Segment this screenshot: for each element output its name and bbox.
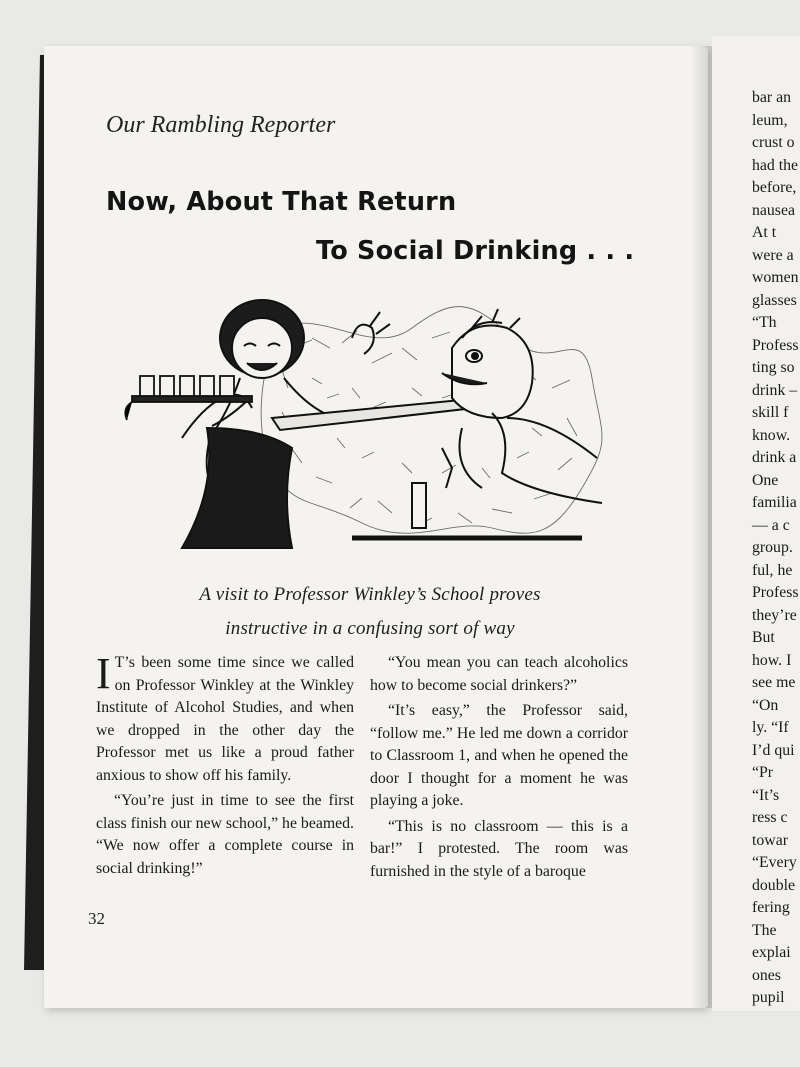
facing-page-line: “Every [752, 854, 797, 871]
facing-page-line: leum, [752, 111, 788, 129]
facing-page-line: “Th [752, 314, 777, 331]
facing-page-line: nausea [752, 201, 795, 219]
headline-line-1: Now, About That Return [106, 187, 457, 217]
facing-page-line: how. I [752, 651, 792, 669]
facing-page-line: see me [752, 674, 796, 691]
bar-counter [272, 398, 582, 538]
body-paragraph: “You’re just in time to see the first class finish our new school,” he beamed. “We now offer a complete course in social drinking!” [96, 792, 354, 877]
facing-page-line: before, [752, 179, 797, 196]
facing-page-line: “On [752, 696, 779, 714]
facing-page-line: ones [752, 966, 781, 984]
article-kicker: Our Rambling Reporter [106, 112, 336, 138]
facing-page-line: “It’s [752, 786, 780, 804]
body-paragraph: “You mean you can teach alcoholics how to become social drinkers?” [370, 654, 628, 694]
facing-page-line: explai [752, 944, 791, 961]
body-paragraph: “It’s easy,” the Professor said, “follow me.” He led me down a corridor to Classroom 1, and when he opened the door I thought for a moment he was playing a joke. [370, 702, 628, 809]
facing-page-line: towar [752, 831, 788, 849]
body-column-2 [370, 652, 628, 886]
cartoon-illustration [112, 268, 622, 568]
facing-page-line: group. [752, 539, 793, 556]
facing-page-line: ress c [752, 809, 788, 826]
facing-page-line: ful, he [752, 561, 793, 579]
facing-page-line: But [752, 629, 775, 646]
facing-page-line: women [752, 269, 799, 286]
facing-page-line: know. [752, 426, 791, 444]
facing-page-line: bar an [752, 89, 792, 106]
facing-page-line: glasses [752, 291, 797, 309]
body-paragraph [96, 649, 354, 787]
facing-page-line: familia [752, 494, 797, 511]
facing-page-line: The [752, 921, 777, 939]
facing-page-line: Profess [752, 336, 799, 354]
facing-page-line: had the [752, 156, 799, 174]
facing-page-line: One [752, 471, 779, 489]
facing-page-line: drink a [752, 449, 797, 466]
facing-page-line: drink – [752, 381, 798, 399]
facing-page-line: double [752, 876, 795, 894]
drop-cap: I [96, 649, 111, 698]
facing-page-line: fering [752, 899, 790, 916]
facing-page-line: ting so [752, 359, 795, 376]
headline-line-2: To Social Drinking . . . [316, 236, 635, 266]
facing-page-line: pupil [752, 989, 785, 1006]
facing-page-line: At t [752, 224, 777, 241]
article-deck-line-1: A visit to Professor Winkley’s School proves [199, 584, 541, 605]
facing-page-line: “Pr [752, 764, 774, 781]
body-column-1 [96, 649, 354, 883]
facing-page-line: I’d qui [752, 741, 795, 759]
facing-page-line: — a c [752, 516, 790, 534]
facing-page-line: crust o [752, 134, 795, 151]
paragraph-text: T’s been some time since we called on Professor Winkley at the Winkley Institute of Alcohol Studies, and when we dropped in the other day the Professor met us like a proud father anxious to show off his family. [96, 654, 354, 784]
page-number: 32 [88, 909, 105, 928]
facing-page-line: were a [752, 246, 794, 264]
facing-page-column [752, 87, 800, 1010]
facing-page-line: Profess [752, 584, 799, 601]
body-paragraph: “This is no classroom — this is a bar!” I protested. The room was furnished in the style of a baroque [370, 817, 628, 880]
facing-page-line: they’re [752, 606, 797, 624]
facing-page-line: ly. “If [752, 719, 789, 736]
facing-page-line: skill f [752, 404, 789, 421]
article-deck-line-2: instructive in a confusing sort of way [225, 618, 515, 639]
